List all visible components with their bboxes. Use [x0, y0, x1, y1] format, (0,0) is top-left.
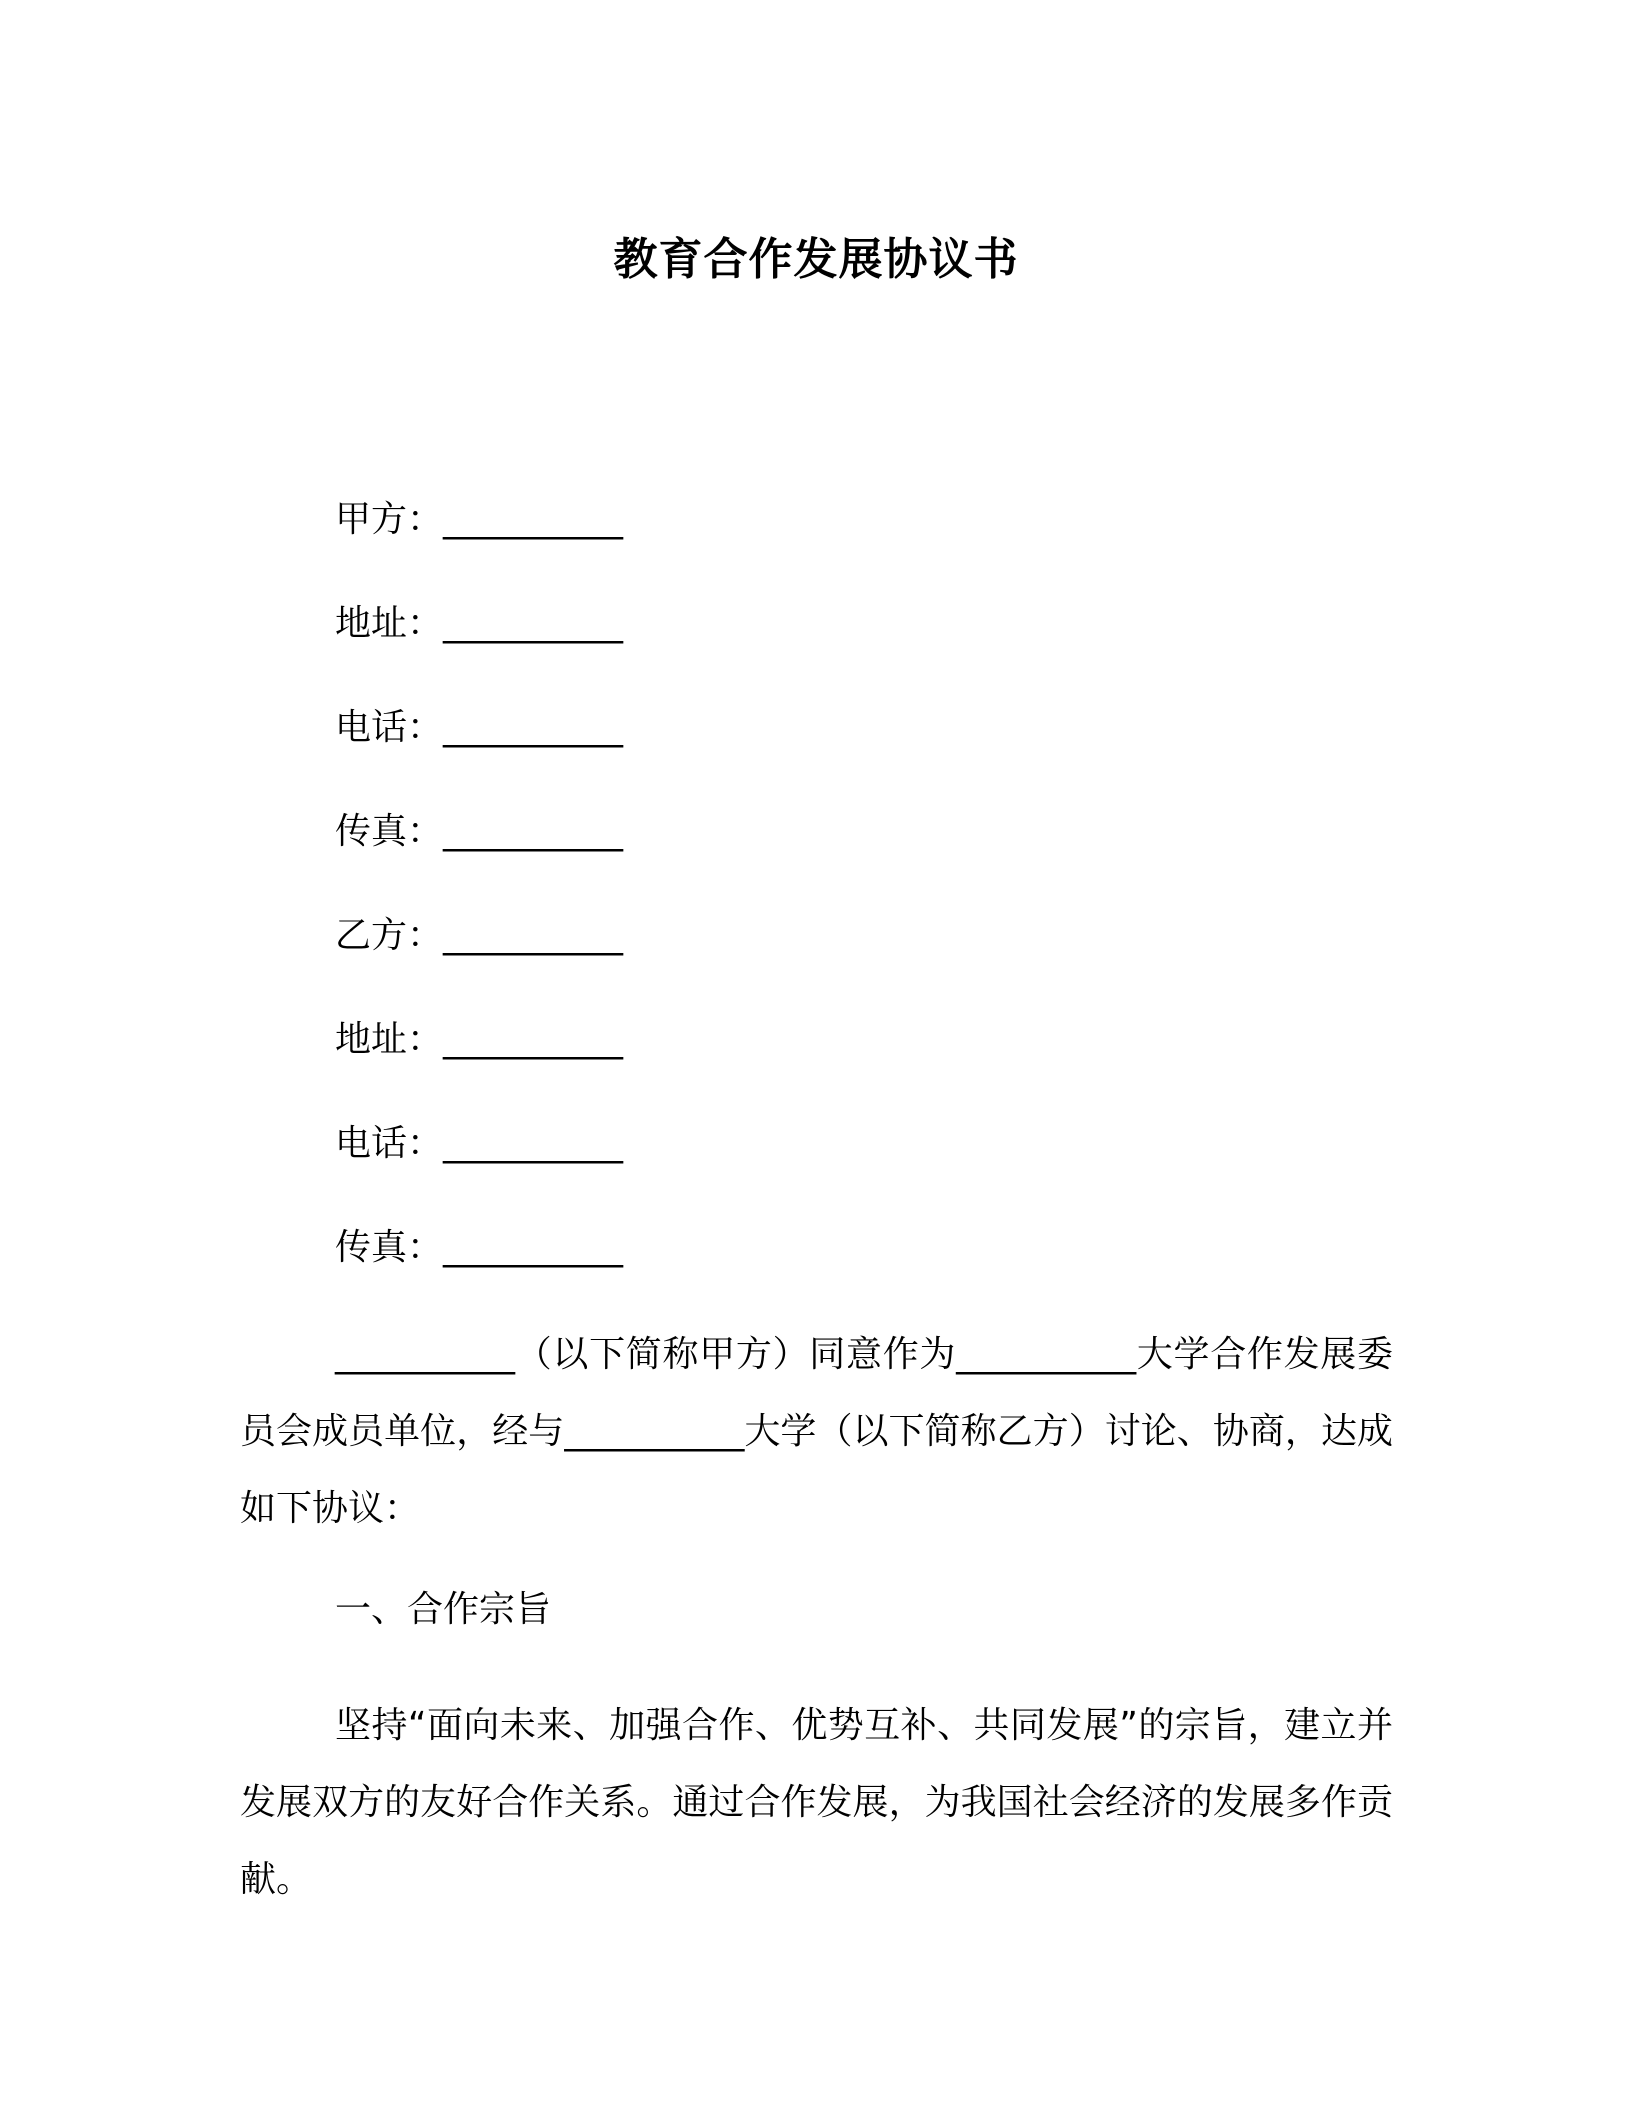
section-1-heading: 一、合作宗旨: [335, 1589, 552, 1630]
party-a-fax: 传真：__________: [335, 811, 624, 852]
section-1-body: 坚持“面向未来、加强合作、优势互补、共同发展”的宗旨，建立并发展双方的友好合作关系。通过合作发展，为我国社会经济的发展多作贡献。: [240, 1705, 1393, 1900]
party-b-phone: 电话：__________: [335, 1123, 624, 1164]
party-info-block: [335, 493, 623, 1325]
party-a-address: 地址：__________: [335, 603, 624, 644]
document-title: 教育合作发展协议书: [613, 234, 1019, 285]
party-b-address: 地址：__________: [335, 1019, 624, 1060]
party-b-fax: 传真：__________: [335, 1227, 624, 1268]
party-a-name: 甲方：__________: [335, 499, 624, 540]
intro-paragraph: __________（以下简称甲方）同意作为__________大学合作发展委员会成员单位，经与__________大学（以下简称乙方）讨论、协商，达成如下协议：: [240, 1334, 1393, 1529]
party-a-phone: 电话：__________: [335, 707, 624, 748]
party-b-name: 乙方：__________: [335, 915, 624, 956]
